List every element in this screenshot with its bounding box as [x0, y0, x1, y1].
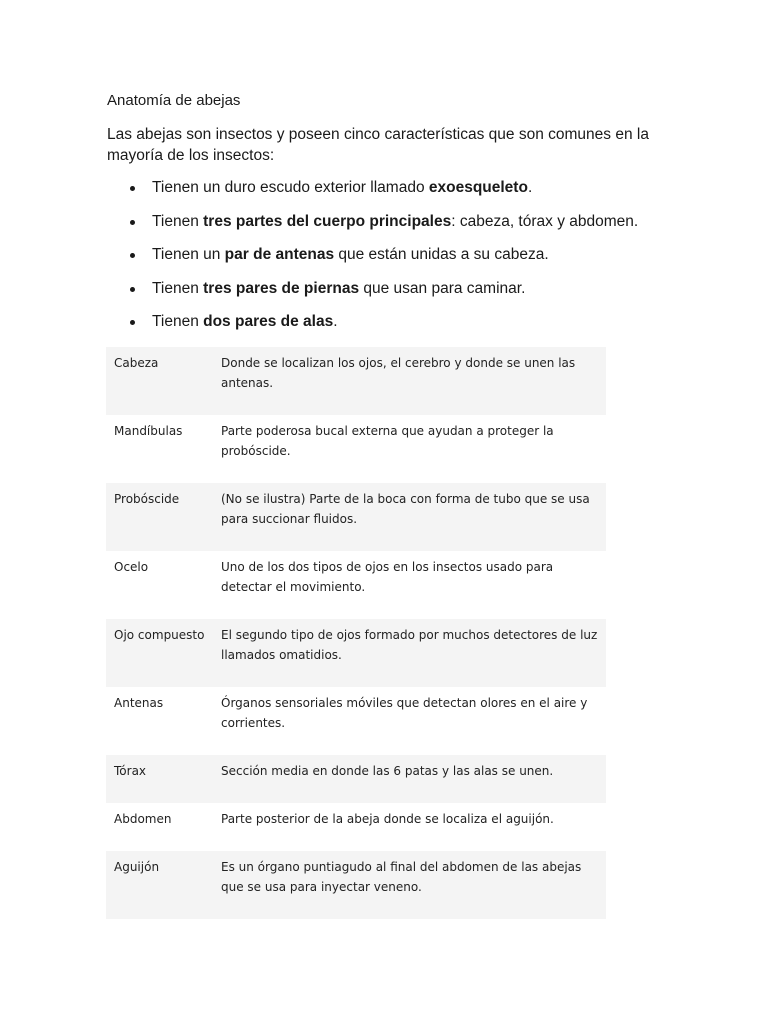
- bullet-icon: [130, 186, 135, 191]
- list-item-text: Tienen: [152, 279, 204, 297]
- table-row: [106, 687, 606, 755]
- table-row: [106, 347, 606, 415]
- term-cell: Cabeza: [106, 347, 213, 415]
- term-cell: Ojo compuesto: [106, 619, 213, 687]
- bullet-icon: [130, 287, 135, 292]
- term-cell: Tórax: [106, 755, 213, 803]
- list-item-text: Tienen: [152, 212, 204, 230]
- list-item-text: Tienen: [152, 313, 204, 330]
- list-item-text: que están unidas a su cabeza.: [334, 246, 549, 263]
- list-item: [107, 177, 667, 211]
- definition-cell: (No se ilustra) Parte de la boca con forma de tubo que se usa para succionar fluidos.: [213, 483, 606, 551]
- definition-cell: El segundo tipo de ojos formado por muchos detectores de luz llamados omatidios.: [213, 619, 606, 687]
- bullet-icon: [130, 220, 135, 225]
- table-row: [106, 619, 606, 687]
- table-row: [106, 551, 606, 619]
- table-row: [106, 755, 606, 803]
- list-item-emphasis: dos pares de alas: [203, 313, 334, 330]
- list-item-emphasis: exoesqueleto: [428, 179, 528, 196]
- definition-cell: Donde se localizan los ojos, el cerebro y donde se unen las antenas.: [213, 347, 606, 415]
- definition-cell: Parte posterior de la abeja donde se localiza el aguijón.: [213, 803, 606, 851]
- term-cell: Antenas: [106, 687, 213, 755]
- table-row: [106, 483, 606, 551]
- characteristics-list: [107, 177, 667, 345]
- definition-cell: Sección media en donde las 6 patas y las alas se unen.: [213, 755, 606, 803]
- term-cell: Abdomen: [106, 803, 213, 851]
- list-item-text: Tienen un: [152, 246, 225, 263]
- list-item-emphasis: par de antenas: [224, 246, 335, 263]
- definition-cell: Órganos sensoriales móviles que detectan olores en el aire y corrientes.: [213, 687, 606, 755]
- intro-paragraph: Las abejas son insectos y poseen cinco características que son comunes en la mayoría de los insectos:: [107, 126, 649, 164]
- list-item: [107, 311, 667, 345]
- list-item-text: .: [333, 313, 338, 330]
- bullet-icon: [130, 320, 135, 325]
- table-row: [106, 803, 606, 851]
- table-row: [106, 851, 606, 919]
- term-cell: Aguijón: [106, 851, 213, 919]
- page-title: Anatomía de abejas: [107, 92, 241, 109]
- list-item: [107, 211, 667, 245]
- list-item-text: Tienen un duro escudo exterior llamado: [152, 179, 429, 196]
- definition-cell: Es un órgano puntiagudo al final del abdomen de las abejas que se usa para inyectar veneno.: [213, 851, 606, 919]
- definition-cell: Parte poderosa bucal externa que ayudan a proteger la probóscide.: [213, 415, 606, 483]
- term-cell: Mandíbulas: [106, 415, 213, 483]
- list-item-text: que usan para caminar.: [359, 279, 526, 297]
- list-item-emphasis: tres pares de piernas: [203, 279, 360, 297]
- bullet-icon: [130, 253, 135, 258]
- table-row: [106, 415, 606, 483]
- list-item-text: .: [527, 179, 533, 196]
- list-item-text: : cabeza, tórax y abdomen.: [451, 212, 639, 230]
- term-cell: Ocelo: [106, 551, 213, 619]
- list-item: [107, 278, 667, 312]
- list-item-emphasis: tres partes del cuerpo principales: [203, 212, 452, 230]
- list-item: [107, 244, 667, 278]
- term-cell: Probóscide: [106, 483, 213, 551]
- anatomy-table: [106, 347, 606, 919]
- definition-cell: Uno de los dos tipos de ojos en los insectos usado para detectar el movimiento.: [213, 551, 606, 619]
